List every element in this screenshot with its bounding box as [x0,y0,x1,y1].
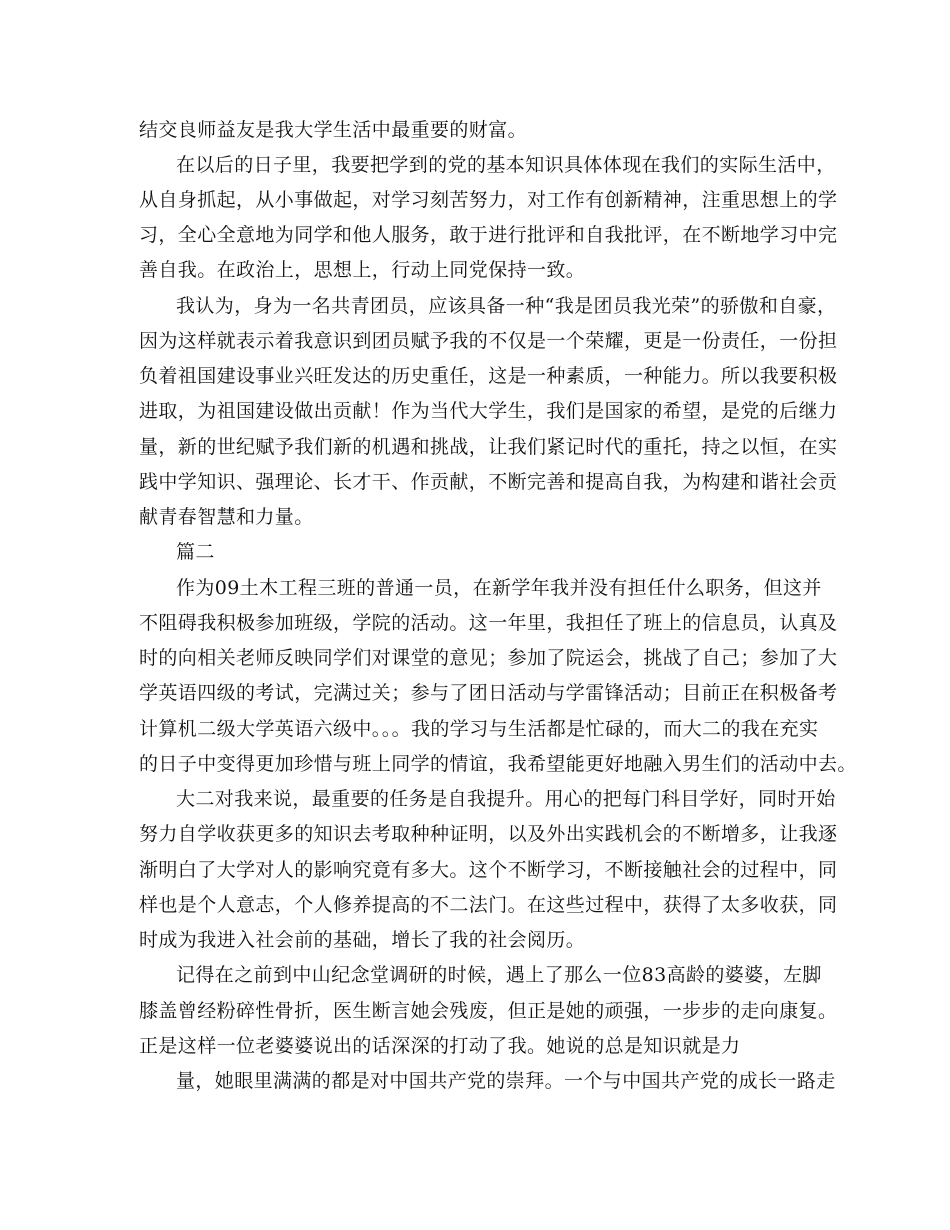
paragraph-start-line: 量，她眼里满满的都是对中国共产党的崇拜。一个与中国共产党的成长一路走 [176,1070,836,1092]
text-line: 时成为我进入社会前的基础，增长了我的社会阅历。 [139,929,586,951]
paragraph-start-line: 大二对我来说，最重要的任务是自我提升。用心的把每门科目学好，同时开始 [176,788,836,810]
text-line: 践中学知识、强理论、长才干、作贡献，不断完善和提高自我，为构建和谐社会贡 [139,471,838,493]
text-line: 正是这样一位老婆婆说出的话深深的打动了我。她说的总是知识就是力 [139,1035,741,1057]
text-line: 因为这样就表示着我意识到团员赋予我的不仅是一个荣耀，更是一份责任，一份担 [139,330,838,352]
text-line: 学英语四级的考试，完满过关；参与了团日活动与学雷锋活动；目前正在积极备考 [139,682,838,704]
paragraph-start-line: 在以后的日子里，我要把学到的党的基本知识具体体现在我们的实际生活中， [176,154,836,176]
section-heading: 篇二 [176,541,215,563]
text-line: 量，新的世纪赋予我们新的机遇和挑战，让我们紧记时代的重托，持之以恒，在实 [139,436,838,458]
text-line: 的日子中变得更加珍惜与班上同学的情谊，我希望能更好地融入男生们的活动中去。 [139,753,857,775]
text-line: 努力自学收获更多的知识去考取种种证明，以及外出实践机会的不断增多，让我逐 [139,823,838,845]
text-line: 善自我。在政治上，思想上，行动上同党保持一致。 [139,259,586,281]
text-line: 习，全心全意地为同学和他人服务，敢于进行批评和自我批评，在不断地学习中完 [139,224,838,246]
paragraph-start-line: 作为09土木工程三班的普通一员，在新学年我并没有担任什么职务，但这并 [176,577,822,599]
text-line: 不阻碍我积极参加班级，学院的活动。这一年里，我担任了班上的信息员，认真及 [139,612,838,634]
text-line: 样也是个人意志，个人修养提高的不二法门。在这些过程中，获得了太多收获，同 [139,894,838,916]
paragraph-start-line: 我认为，身为一名共青团员，应该具备一种“我是团员我光荣”的骄傲和自豪， [176,295,837,317]
text-line: 时的向相关老师反映同学们对课堂的意见；参加了院运会，挑战了自己；参加了大 [139,647,838,669]
text-line: 膝盖曾经粉碎性骨折，医生断言她会残废，但正是她的顽强，一步步的走向康复。 [139,1000,838,1022]
text-line: 献青春智慧和力量。 [139,506,314,528]
text-line: 结交良师益友是我大学生活中最重要的财富。 [139,119,528,141]
text-line: 进取，为祖国建设做出贡献！作为当代大学生，我们是国家的希望，是党的后继力 [139,400,838,422]
text-line: 渐明白了大学对人的影响究竟有多大。这个不断学习，不断接触社会的过程中，同 [139,859,838,881]
paragraph-start-line: 记得在之前到中山纪念堂调研的时候，遇上了那么一位83高龄的婆婆，左脚 [176,964,822,986]
text-line: 从自身抓起，从小事做起，对学习刻苦努力，对工作有创新精神，注重思想上的学 [139,189,838,211]
text-line: 负着祖国建设事业兴旺发达的历史重任，这是一种素质，一种能力。所以我要积极 [139,365,838,387]
text-line: 计算机二级大学英语六级中。。。我的学习与生活都是忙碌的，而大二的我在充实 [139,718,819,740]
